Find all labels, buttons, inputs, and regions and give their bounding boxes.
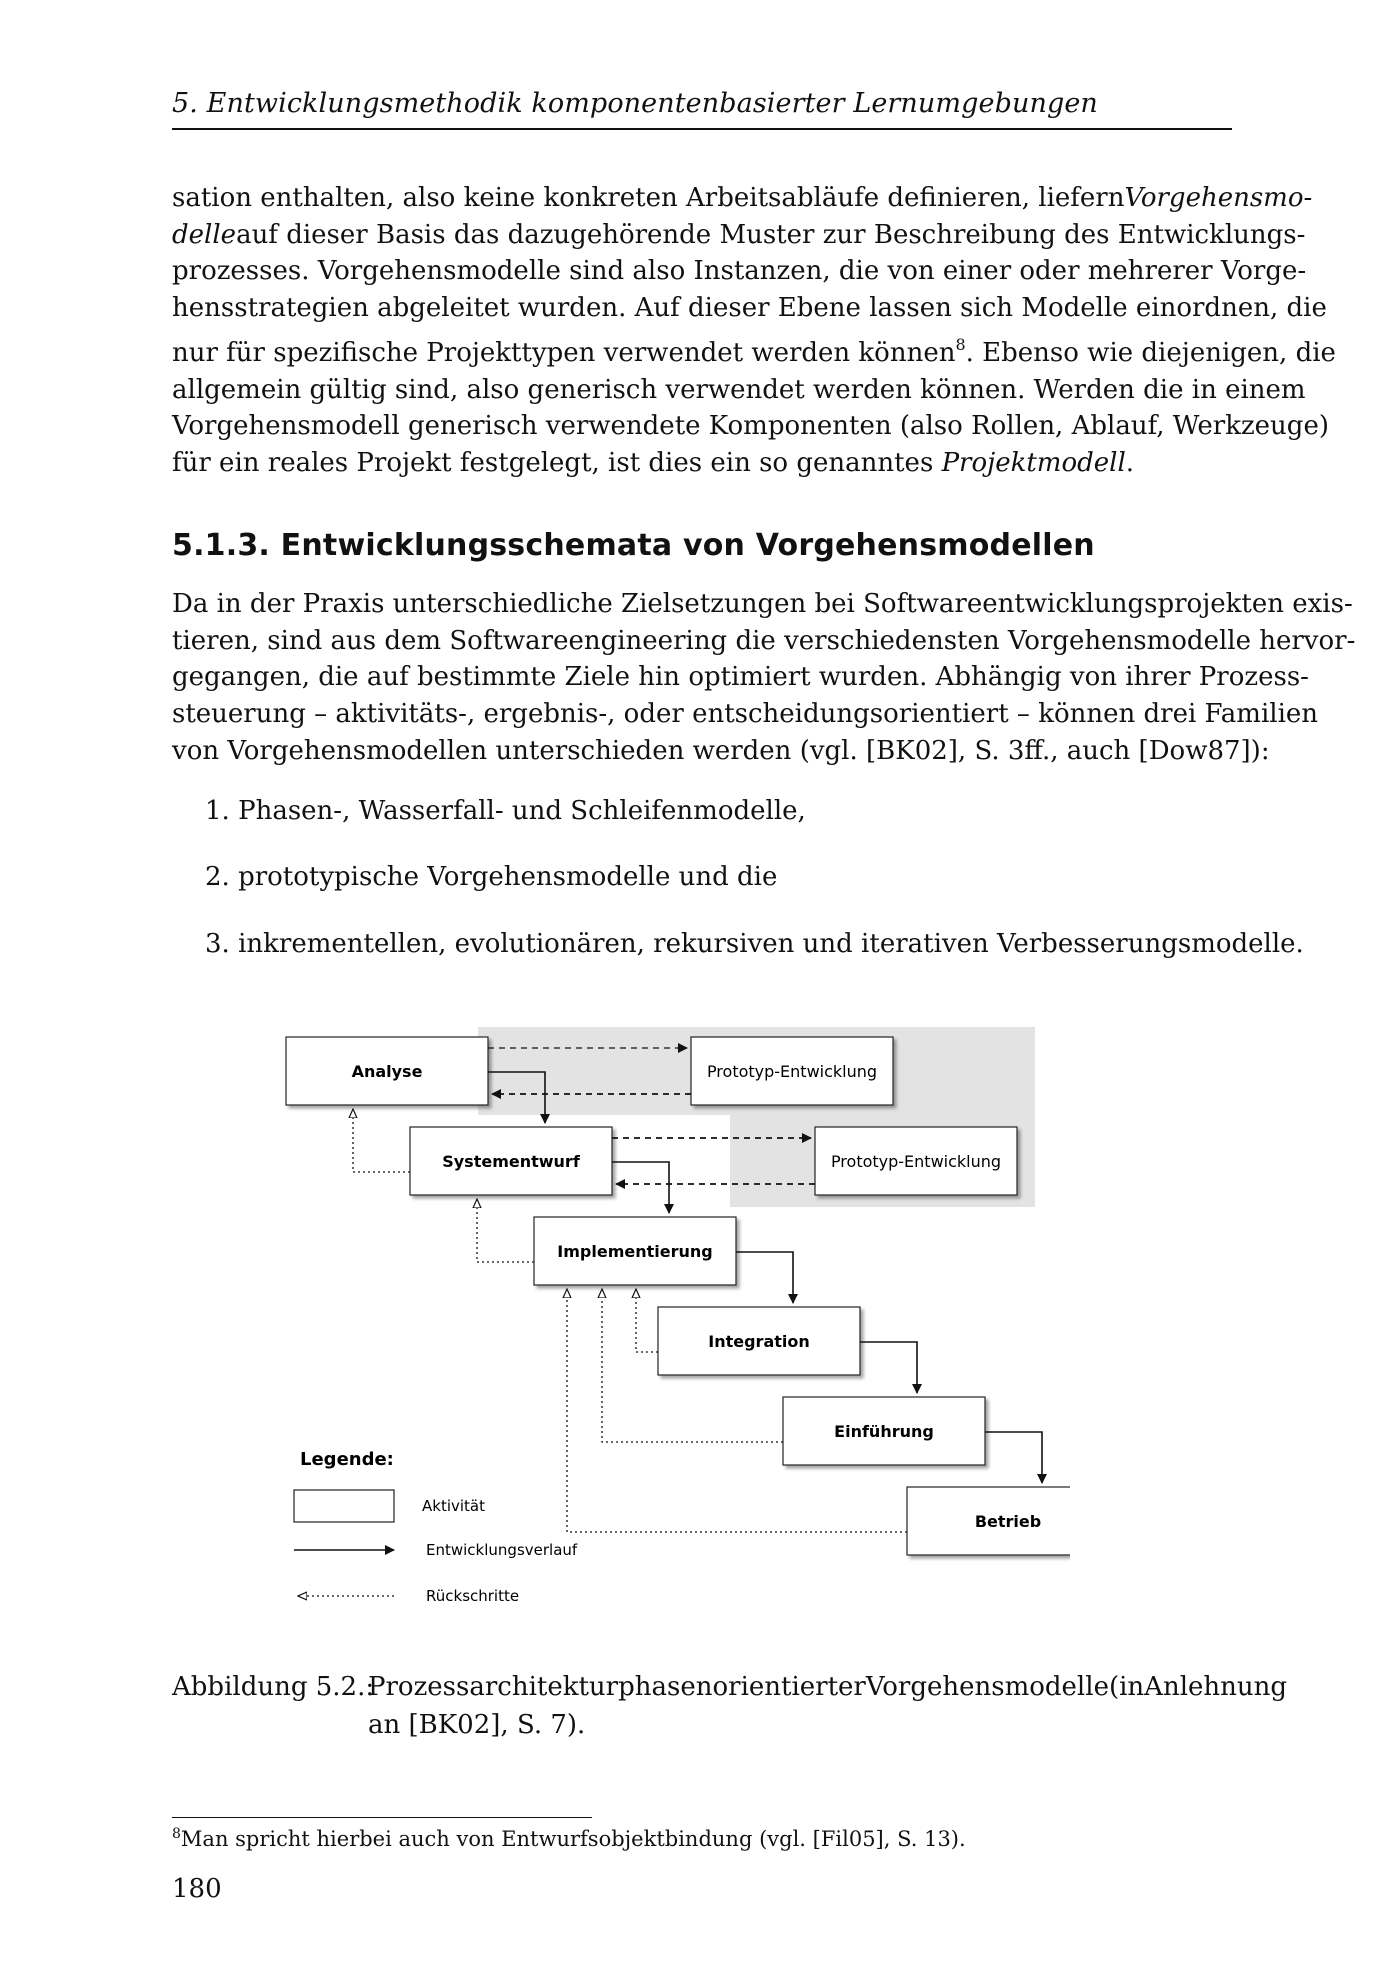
box-prototyp-2 [815, 1127, 1017, 1195]
list-item-text: prototypische Vorgehensmodelle und die [238, 862, 778, 892]
box-prototyp-2-label: Prototyp-Entwicklung [830, 1152, 1002, 1171]
intro-line-2 [172, 217, 1306, 254]
list-item [205, 929, 1304, 959]
box-systementwurf [410, 1127, 612, 1195]
footnote [172, 1826, 966, 1851]
box-einfuehrung [783, 1397, 985, 1465]
body-paragraph [172, 586, 1356, 770]
box-einfuehrung-label: Einführung [834, 1422, 934, 1441]
intro-line-8 [172, 445, 1232, 482]
caption-word: (in [1108, 1672, 1145, 1702]
intro-line-1 [172, 180, 1313, 217]
legend [294, 1449, 578, 1605]
box-systementwurf-label: Systementwurf [442, 1152, 580, 1171]
caption-line-2: an [BK02], S. 7). [368, 1710, 586, 1740]
legend-back-label: Rückschritte [426, 1587, 520, 1605]
body-line-2 [172, 623, 1356, 660]
box-integration-label: Integration [708, 1332, 810, 1351]
body-line-5 [172, 733, 1270, 770]
list-item-number: 3. [205, 929, 230, 959]
box-prototyp-1-label: Prototyp-Entwicklung [706, 1062, 878, 1081]
flow-systementwurf-implementierung [612, 1162, 669, 1213]
flow-implementierung-integration [736, 1252, 793, 1303]
page-number: 180 [172, 1874, 222, 1904]
list-item-text: Phasen-, Wasserfall- und Schleifenmodelle, [238, 796, 806, 826]
legend-activity-label: Aktivität [422, 1497, 485, 1515]
intro-line-1-italic: Vorgehensmo- [1124, 183, 1313, 213]
box-implementierung [534, 1217, 736, 1285]
intro-line-5-a: nur für spezifische Projekttypen verwendet werden können [172, 337, 956, 368]
legend-activity-swatch [294, 1490, 394, 1522]
caption-word: Vorgehensmodelle [865, 1672, 1109, 1702]
list-item [205, 796, 806, 826]
intro-line-4-text: hensstrategien abgeleitet wurden. Auf dieser Ebene lassen sich Modelle einordnen, die [172, 293, 1327, 324]
intro-line-3 [172, 253, 1307, 290]
body-line-3 [172, 659, 1309, 696]
intro-line-8-italic: Projektmodell [941, 447, 1126, 478]
box-implementierung-label: Implementierung [557, 1242, 713, 1261]
intro-line-4 [172, 290, 1327, 327]
box-integration [658, 1307, 860, 1375]
back-systementwurf-analyse [353, 1109, 410, 1172]
caption-word: phasenorientierter [618, 1672, 866, 1702]
intro-line-6-text: allgemein gültig sind, also generisch verwendet werden können. Werden die in einem [172, 374, 1306, 405]
footnote-mark: 8 [172, 1826, 181, 1842]
intro-line-5-text [172, 327, 1336, 372]
box-prototyp-1 [691, 1037, 893, 1105]
intro-line-7-text: Vorgehensmodell generisch verwendete Komponenten (also Rollen, Ablauf, Werkzeuge) [172, 411, 1329, 442]
footnote-text: Man spricht hierbei auch von Entwurfsobjektbindung (vgl. [Fil05], S. 13). [180, 1827, 966, 1851]
legend-flow-label: Entwicklungsverlauf [426, 1541, 578, 1559]
header-rule [172, 128, 1232, 130]
box-analyse-label: Analyse [351, 1062, 423, 1081]
body-line-4-text: steuerung – aktivitäts-, ergebnis-, oder entscheidungsorientiert – können drei Familien [172, 699, 1319, 730]
body-line-2-text: tieren, sind aus dem Softwareengineering die verschiedensten Vorgehensmodelle hervor- [172, 625, 1356, 656]
intro-line-8-text: für ein reales Projekt festgelegt, ist dies ein so genanntes [172, 447, 934, 478]
back-integration-implementierung [636, 1289, 658, 1352]
intro-line-6 [172, 372, 1306, 409]
caption-line-1 [368, 1668, 1288, 1706]
section-heading: 5.1.3. Entwicklungsschemata von Vorgehensmodellen [172, 528, 1095, 563]
caption-word: Anlehnung [1144, 1672, 1288, 1702]
intro-line-5 [172, 327, 1336, 372]
intro-line-2-italic: delle [172, 219, 237, 250]
intro-line-5-b: . Ebenso wie diejenigen, die [965, 337, 1336, 368]
body-line-5-text: von Vorgehensmodellen unterschieden werden (vgl. [BK02], S. 3ff., auch [Dow87]): [172, 735, 1270, 766]
flow-einfuehrung-betrieb [985, 1432, 1042, 1483]
back-implementierung-systementwurf [477, 1199, 534, 1262]
process-diagram [270, 1015, 1070, 1615]
intro-line-1-text: sation enthalten, also keine konkreten Arbeitsabläufe definieren, liefern [172, 183, 1125, 213]
body-line-4 [172, 696, 1319, 733]
caption-label: Abbildung 5.2.: [172, 1672, 375, 1702]
body-line-3-text: gegangen, die auf bestimmte Ziele hin optimiert wurden. Abhängig von ihrer Prozess- [172, 662, 1309, 693]
box-betrieb-label: Betrieb [974, 1512, 1042, 1531]
box-betrieb [907, 1487, 1070, 1555]
intro-line-3-text: prozesses. Vorgehensmodelle sind also Instanzen, die von einer oder mehrerer Vorge- [172, 256, 1307, 287]
list-item-number: 2. [205, 862, 230, 892]
footnote-ref: 8 [955, 334, 966, 354]
intro-paragraph [172, 180, 1336, 482]
body-line-1-text: Da in der Praxis unterschiedliche Zielsetzungen bei Softwareentwicklungsprojekten exis- [172, 589, 1353, 619]
intro-line-8-end: . [1125, 447, 1135, 478]
list-item-text: inkrementellen, evolutionären, rekursiven und iterativen Verbesserungsmodelle. [238, 929, 1304, 959]
body-line-1 [172, 586, 1353, 623]
caption-word: Prozessarchitektur [368, 1672, 619, 1702]
box-analyse [286, 1037, 488, 1105]
running-header: 5. Entwicklungsmethodik komponentenbasierter Lernumgebungen [172, 88, 1098, 119]
footnote-rule [172, 1817, 592, 1818]
list-item [205, 862, 777, 892]
list-item-number: 1. [205, 796, 230, 826]
intro-line-7 [172, 408, 1329, 445]
intro-line-2-text: auf dieser Basis das dazugehörende Muster zur Beschreibung des Entwicklungs- [236, 219, 1306, 250]
flow-integration-einfuehrung [860, 1342, 917, 1393]
legend-title: Legende: [300, 1449, 394, 1470]
